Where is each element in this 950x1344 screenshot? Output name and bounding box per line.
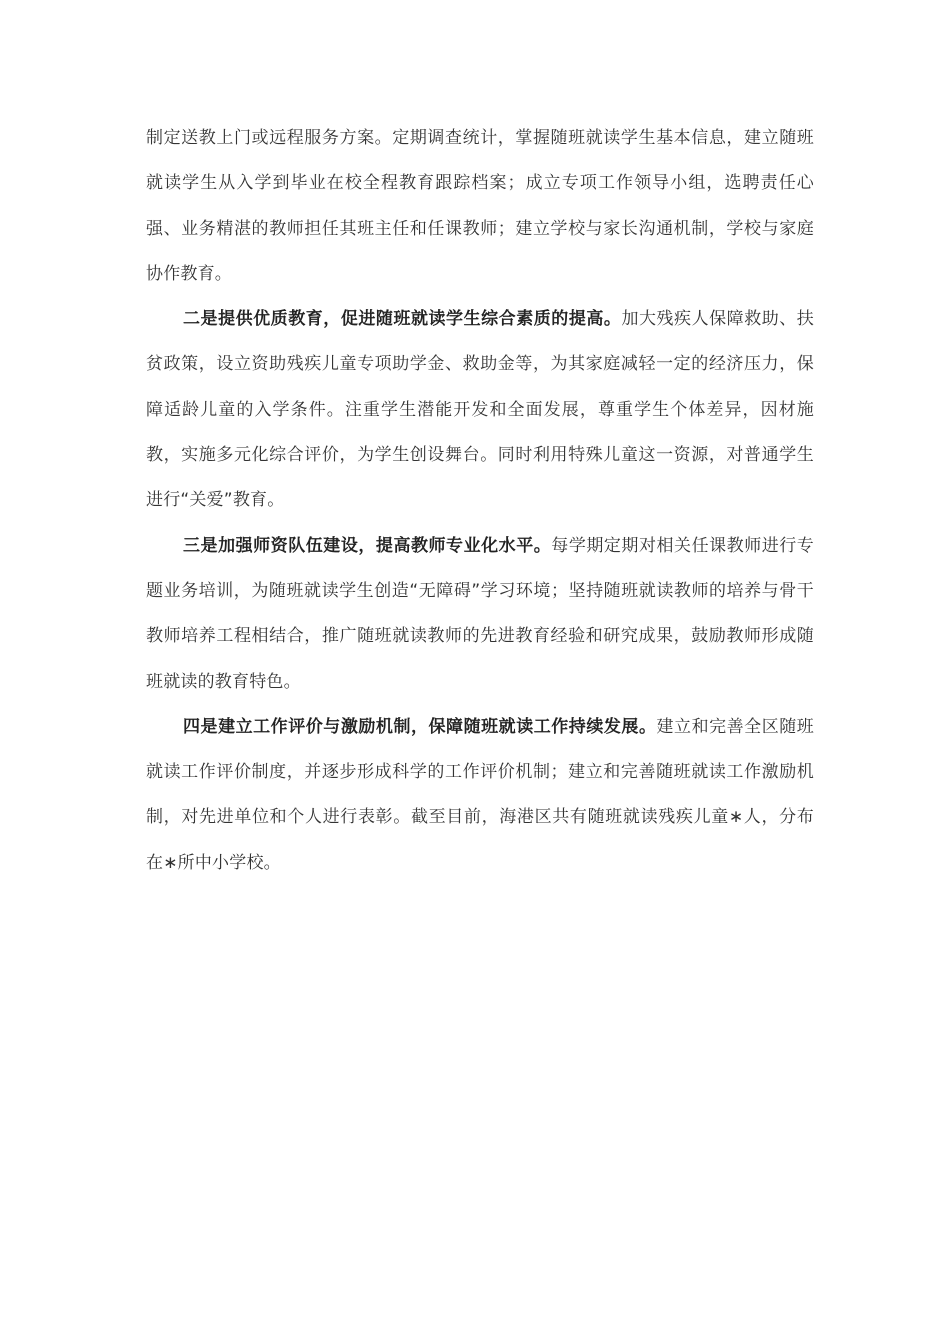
paragraph-text: 建立和完善全区随班就读工作评价制度，并逐步形成科学的工作评价机制；建立和完善随班就读工作激励机制，对先进单位和个人进行表彰。截至目前，海港区共有随班就读残疾儿童∗人，分布在∗所中小学校。 — [146, 716, 814, 873]
paragraph-lead: 四是建立工作评价与激励机制，保障随班就读工作持续发展。 — [183, 716, 657, 737]
paragraph-lead: 三是加强师资队伍建设，提高教师专业化水平。 — [183, 535, 552, 556]
paragraph-continuation — [146, 116, 814, 297]
paragraph-teacher-team — [146, 524, 814, 705]
paragraph-evaluation-mechanism — [146, 705, 814, 886]
paragraph-text: 加大残疾人保障救助、扶贫政策，设立资助残疾儿童专项助学金、救助金等，为其家庭减轻一定的经济压力，保障适龄儿童的入学条件。注重学生潜能开发和全面发展，尊重学生个体差异，因材施教，实施多元化综合评价，为学生创设舞台。同时利用特殊儿童这一资源，对普通学生进行“关爱”教育。 — [146, 309, 815, 511]
paragraph-lead: 二是提供优质教育，促进随班就读学生综合素质的提高。 — [183, 309, 622, 330]
paragraph-quality-education — [146, 297, 814, 523]
paragraph-text: 每学期定期对相关任课教师进行专题业务培训，为随班就读学生创造“无障碍”学习环境；坚持随班就读教师的培养与骨干教师培养工程相结合，推广随班就读教师的先进教育经验和研究成果，鼓励教师形成随班就读的教育特色。 — [146, 535, 814, 692]
document-body — [146, 116, 814, 886]
paragraph-text: 制定送教上门或远程服务方案。定期调查统计，掌握随班就读学生基本信息，建立随班就读学生从入学到毕业在校全程教育跟踪档案；成立专项工作领导小组，选聘责任心强、业务精湛的教师担任其班主任和任课教师；建立学校与家长沟通机制，学校与家庭协作教育。 — [146, 128, 814, 284]
